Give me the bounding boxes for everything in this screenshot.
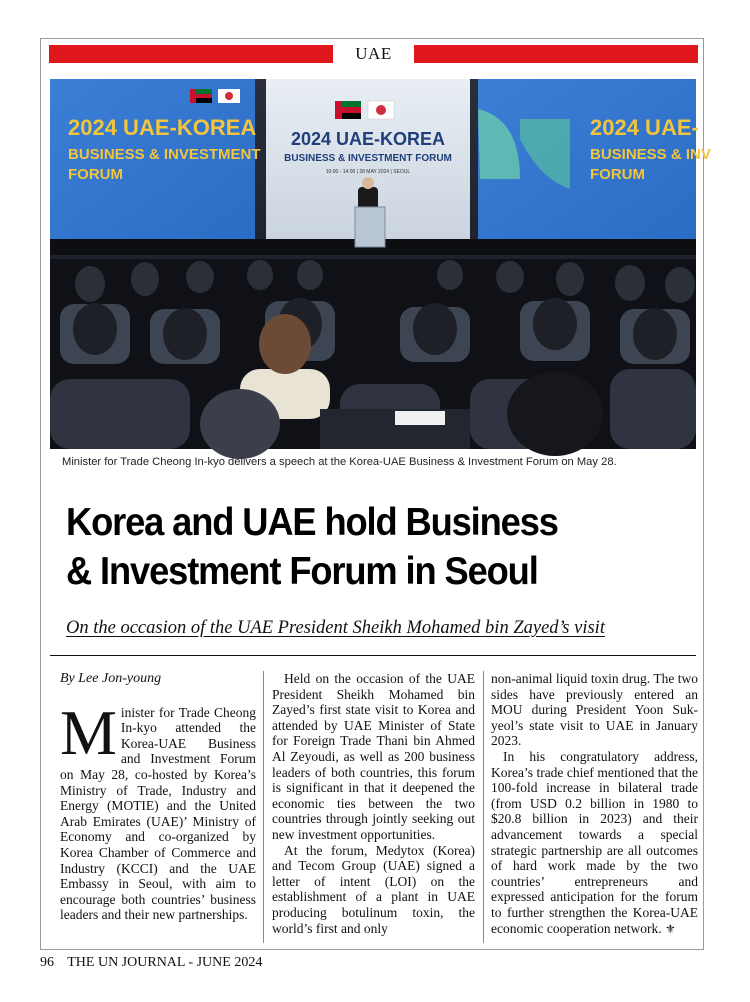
drop-cap: M (60, 696, 117, 768)
headline-line-1: Korea and UAE hold Business (66, 501, 558, 544)
headline-line-2: & Investment Forum in Seoul (66, 550, 538, 593)
screen-left-title: 2024 UAE-KOREA (68, 115, 257, 140)
article-column-3 (491, 671, 698, 937)
page-number: 96 (40, 955, 54, 970)
paragraph-3: At the forum, Medytox (Korea) and Tecom Group (UAE) signed a letter of intent (LOI) on the establishment of a plant in UAE producing botulinum toxin, the world’s first and only (272, 842, 475, 936)
section-bar-left (49, 45, 333, 63)
photo-caption: Minister for Trade Cheong In-kyo delivers a speech at the Korea-UAE Business & Investment Forum on May 28. (62, 456, 617, 468)
paragraph-3-continued: non-animal liquid toxin drug. The two sides have previously entered an MOU during President Yoon Suk-yeol’s state visit to UAE in January 2023. (491, 671, 698, 749)
paragraph-2: Held on the occasion of the UAE President Sheikh Mohamed bin Zayed’s first state visit to Korea and attended by UAE Minister of State for Foreign Trade Thani bin Ahmed Al Zeyoudi, as well as 200 business leaders of both countries, this forum is significant in that it deepened the economic ties between the two countries through jointly seeking out new investment opportunities. (272, 671, 475, 842)
screen-right-sub1: BUSINESS & INV (590, 146, 711, 163)
screen-center-sub: BUSINESS & INVESTMENT FORUM (284, 153, 452, 164)
screen-left-sub1: BUSINESS & INVESTMENT (68, 146, 261, 163)
screen-center-title: 2024 UAE-KOREA (290, 129, 446, 149)
column-separator (263, 671, 264, 943)
subheadline: On the occasion of the UAE President Sheikh Mohamed bin Zayed’s visit (66, 618, 605, 638)
article-column-2 (272, 671, 475, 936)
headline (66, 498, 652, 596)
page-footer (40, 955, 272, 971)
byline: By Lee Jon-young (60, 671, 162, 686)
paragraph-1-text: inister for Trade Cheong In-kyo attended the Korea-UAE Business and Investment Forum on May 28, co-hosted by Korea’s Ministry of Trade, Industry and Energy (MOTIE) and the United Arab Emirates (UAE)’ Ministry of Economy and co-organized by Korea Chamber of Commerce and Industry (KCCI) and the UAE Embassy in Seoul, with aim to encourage both countries’ business leaders and their new partnerships. (60, 704, 256, 923)
section-label: UAE (355, 44, 392, 63)
forum-photo (50, 79, 711, 449)
screen-right-sub2: FORUM (590, 166, 645, 183)
column-separator (483, 671, 484, 943)
publication-name: THE UN JOURNAL - JUNE 2024 (67, 955, 263, 970)
section-bar-right (414, 45, 698, 63)
screen-right-title: 2024 UAE- (590, 115, 699, 140)
paragraph-1 (60, 696, 256, 923)
end-mark-icon: ⚜ (664, 921, 676, 936)
paragraph-4 (491, 749, 698, 937)
screen-left-sub2: FORUM (68, 166, 123, 183)
article-column-1 (60, 671, 256, 923)
screen-center-date: 10:00 - 14:00 | 28 MAY 2024 | SEOUL (325, 169, 411, 175)
paragraph-4-text: In his congratulatory address, Korea’s trade chief mentioned that the 100-fold increase in bilateral trade (from USD 0.2 billion in 1980 to $20.8 billion in 2023) and their advancement towards a special strategic partnership are all outcomes of hard work made by the two countries’ entrepreneurs and expressed anticipation for the forum to further strengthen the Korea-UAE economic cooperation network. (491, 748, 698, 936)
divider-rule (50, 655, 696, 656)
